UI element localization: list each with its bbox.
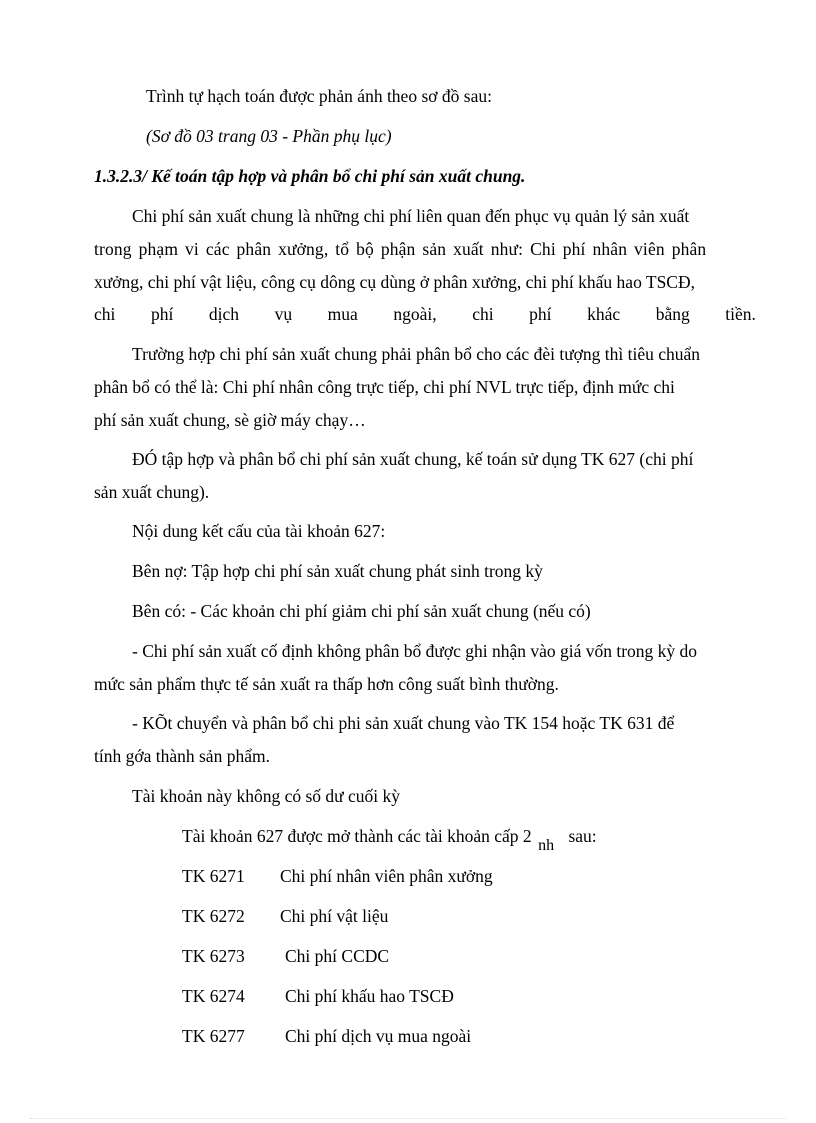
bullet2-line2: mức sản phẩm thực tế sản xuất ra thấp hơn công suất bình thường. xyxy=(94,674,559,694)
intro-line: Trình tự hạch toán được phản ánh theo sơ đồ sau: xyxy=(146,86,492,106)
debit-side: Bên nợ: Tập hợp chi phí sản xuất chung phát sinh trong kỳ xyxy=(132,561,543,581)
account-code: TK 6274 xyxy=(182,986,245,1006)
page-footer-divider xyxy=(30,1118,786,1119)
no-balance-note: Tài khoản này không có số dư cuối kỳ xyxy=(132,786,401,806)
section-heading: 1.3.2.3/ Kế toán tập hợp và phân bổ chi phí sản xuất chung. xyxy=(94,166,526,186)
word: chi xyxy=(472,304,494,324)
word: phí xyxy=(529,304,552,324)
credit-side: Bên có: - Các khoản chi phí giảm chi phí sản xuất chung (nếu có) xyxy=(132,601,591,621)
sub-accounts-tail: sau: xyxy=(568,826,597,846)
account-name: Chi phí vật liệu xyxy=(280,906,389,926)
para1-line3: xưởng, chi phí vật liệu, công cụ dông cụ dùng ở phân xưởng, chi phí khấu hao TSCĐ, xyxy=(94,272,695,292)
para3-line2: sản xuất chung). xyxy=(94,482,210,502)
word: ngoài, xyxy=(393,304,437,324)
account-row xyxy=(182,986,454,1006)
para2-line3: phí sản xuất chung, sè giờ máy chạy… xyxy=(94,410,366,430)
word: bằng xyxy=(655,304,690,324)
account-name: Chi phí nhân viên phân xưởng xyxy=(280,866,493,886)
para1-line1: Chi phí sản xuất chung là những chi phí liên quan đến phục vụ quản lý sản xuất xyxy=(132,206,690,226)
account-name: Chi phí CCDC xyxy=(285,946,390,966)
word: dịch xyxy=(208,304,240,324)
account-name: Chi phí dịch vụ mua ngoài xyxy=(285,1026,472,1046)
account-name: Chi phí khấu hao TSCĐ xyxy=(285,986,454,1006)
word: khác xyxy=(587,304,621,324)
structure-title: Nội dung kết cấu của tài khoản 627: xyxy=(132,521,386,541)
account-code: TK 6277 xyxy=(182,1026,245,1046)
para2-line2: phân bổ có thể là: Chi phí nhân công trực tiếp, chi phí NVL trực tiếp, định mức chi xyxy=(94,377,675,397)
para3-line1: ĐÓ tập hợp và phân bổ chi phí sản xuất chung, kế toán sử dụng TK 627 (chi phí xyxy=(132,449,694,469)
sub-accounts-intro xyxy=(182,826,597,854)
account-code: TK 6272 xyxy=(182,906,245,926)
word: mua xyxy=(327,304,358,324)
account-row xyxy=(182,1026,471,1046)
sub-accounts-subscript: nh xyxy=(538,837,555,854)
account-code: TK 6273 xyxy=(182,946,245,966)
para1-line4 xyxy=(94,304,756,324)
word: vụ xyxy=(274,304,293,324)
word: phí xyxy=(150,304,174,324)
account-row xyxy=(182,906,388,926)
account-code: TK 6271 xyxy=(182,866,245,886)
para1-line2: trong phạm vi các phân xưởng, tổ bộ phận sản xuất như: Chi phí nhân viên phân xyxy=(94,239,707,259)
diagram-reference: (Sơ đồ 03 trang 03 - Phần phụ lục) xyxy=(146,126,392,146)
word: chi xyxy=(94,304,116,324)
word: tiền. xyxy=(725,304,756,324)
bullet3-line1: - KÕt chuyển và phân bổ chi phi sản xuất chung vào TK 154 hoặc TK 631 để xyxy=(132,713,675,733)
account-row xyxy=(182,866,493,886)
para2-line1: Trường hợp chi phí sản xuất chung phải phân bổ cho các đèi tượng thì tiêu chuẩn xyxy=(132,344,701,364)
account-row xyxy=(182,946,389,966)
sub-accounts-intro-text: Tài khoản 627 được mở thành các tài khoản cấp 2 xyxy=(182,826,532,846)
bullet3-line2: tính gớa thành sản phẩm. xyxy=(94,746,270,766)
bullet2-line1: - Chi phí sản xuất cố định không phân bổ được ghi nhận vào giá vốn trong kỳ do xyxy=(132,641,698,661)
